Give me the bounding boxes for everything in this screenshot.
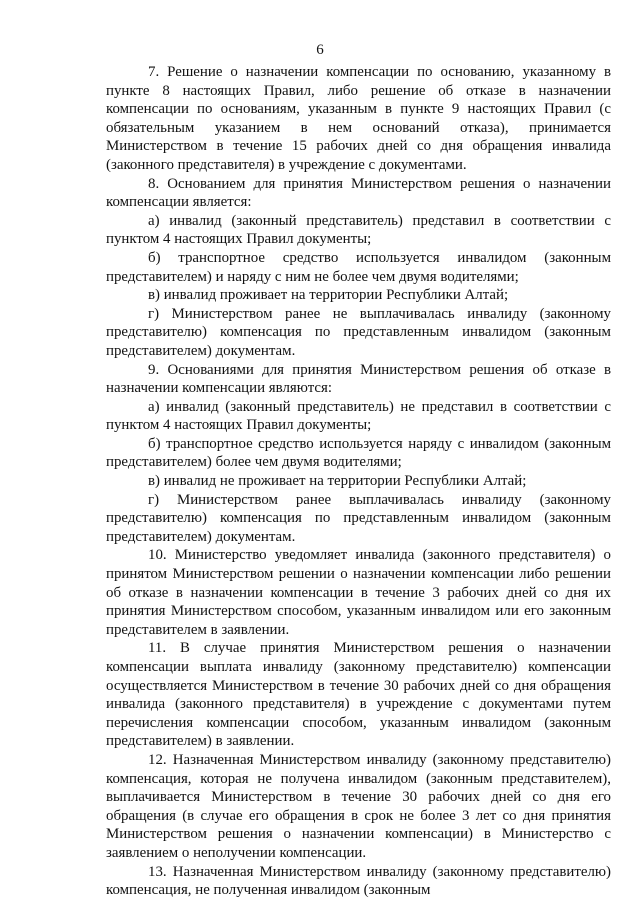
paragraph-12: 12. Назначенная Министерством инвалиду (законному представителю) компенсация, которая не получена инвалидом (законным представителем), выплачивается Министерством в течение 30 рабочих дней со дня его обращения (в случае его обращения в срок не более 3 лет со дня принятия Министерством решения о назначении компенсации) в Министерство с заявлением о неполучении компенсации.	[106, 751, 611, 861]
paragraph-8-a: а) инвалид (законный представитель) представил в соответствии с пунктом 4 настоящих Правил документы;	[106, 212, 611, 248]
paragraph-8: 8. Основанием для принятия Министерством решения о назначении компенсации является:	[106, 175, 611, 211]
paragraph-13: 13. Назначенная Министерством инвалиду (законному представителю) компенсация, не полученная инвалидом (законным	[106, 863, 611, 899]
paragraph-8-g: г) Министерством ранее не выплачивалась инвалиду (законному представителю) компенсация по представленным инвалидом (законным представителем) документам.	[106, 305, 611, 359]
page-number: 6	[316, 42, 324, 58]
paragraph-9-g: г) Министерством ранее выплачивалась инвалиду (законному представителю) компенсация по представленным инвалидом (законным представителем) документам.	[106, 491, 611, 545]
paragraph-7: 7. Решение о назначении компенсации по основанию, указанному в пункте 8 настоящих Правил, либо решение об отказе в назначении компенсации по основаниям, указанным в пункте 9 настоящих Правил (с обязательным указанием в нем оснований отказа), принимается Министерством в течение 15 рабочих дней со дня обращения инвалида (законного представителя) в учреждение с документами.	[106, 64, 611, 173]
paragraph-8-b: б) транспортное средство используется инвалидом (законным представителем) и наряду с ним не более чем двумя водителями;	[106, 249, 611, 285]
paragraph-9-v: в) инвалид не проживает на территории Республики Алтай;	[148, 473, 527, 490]
document-body	[106, 63, 611, 900]
paragraph-9-b: б) транспортное средство используется наряду с инвалидом (законным представителем) более чем двумя водителями;	[106, 435, 611, 471]
paragraph-11: 11. В случае принятия Министерством решения о назначении компенсации выплата инвалиду (законному представителю) компенсации осуществляется Министерством в течение 30 рабочих дней со дня обращения инвалида (законного представителя) в учреждение с документами путем перечисления компенсации способом, указанным инвалидом (законным представителем) в заявлении.	[106, 640, 611, 750]
paragraph-10: 10. Министерство уведомляет инвалида (законного представителя) о принятом Министерством решении о назначении компенсации либо решении об отказе в назначении компенсации в течение 3 рабочих дней со дня их принятия Министерством способом, указанным инвалидом или его законным представителем в заявлении.	[106, 547, 611, 638]
paragraph-9: 9. Основаниями для принятия Министерством решения об отказе в назначении компенсации являются:	[106, 361, 611, 397]
paragraph-9-a: а) инвалид (законный представитель) не представил в соответствии с пунктом 4 настоящих Правил документы;	[106, 398, 611, 434]
paragraph-8-v: в) инвалид проживает на территории Республики Алтай;	[148, 287, 509, 304]
